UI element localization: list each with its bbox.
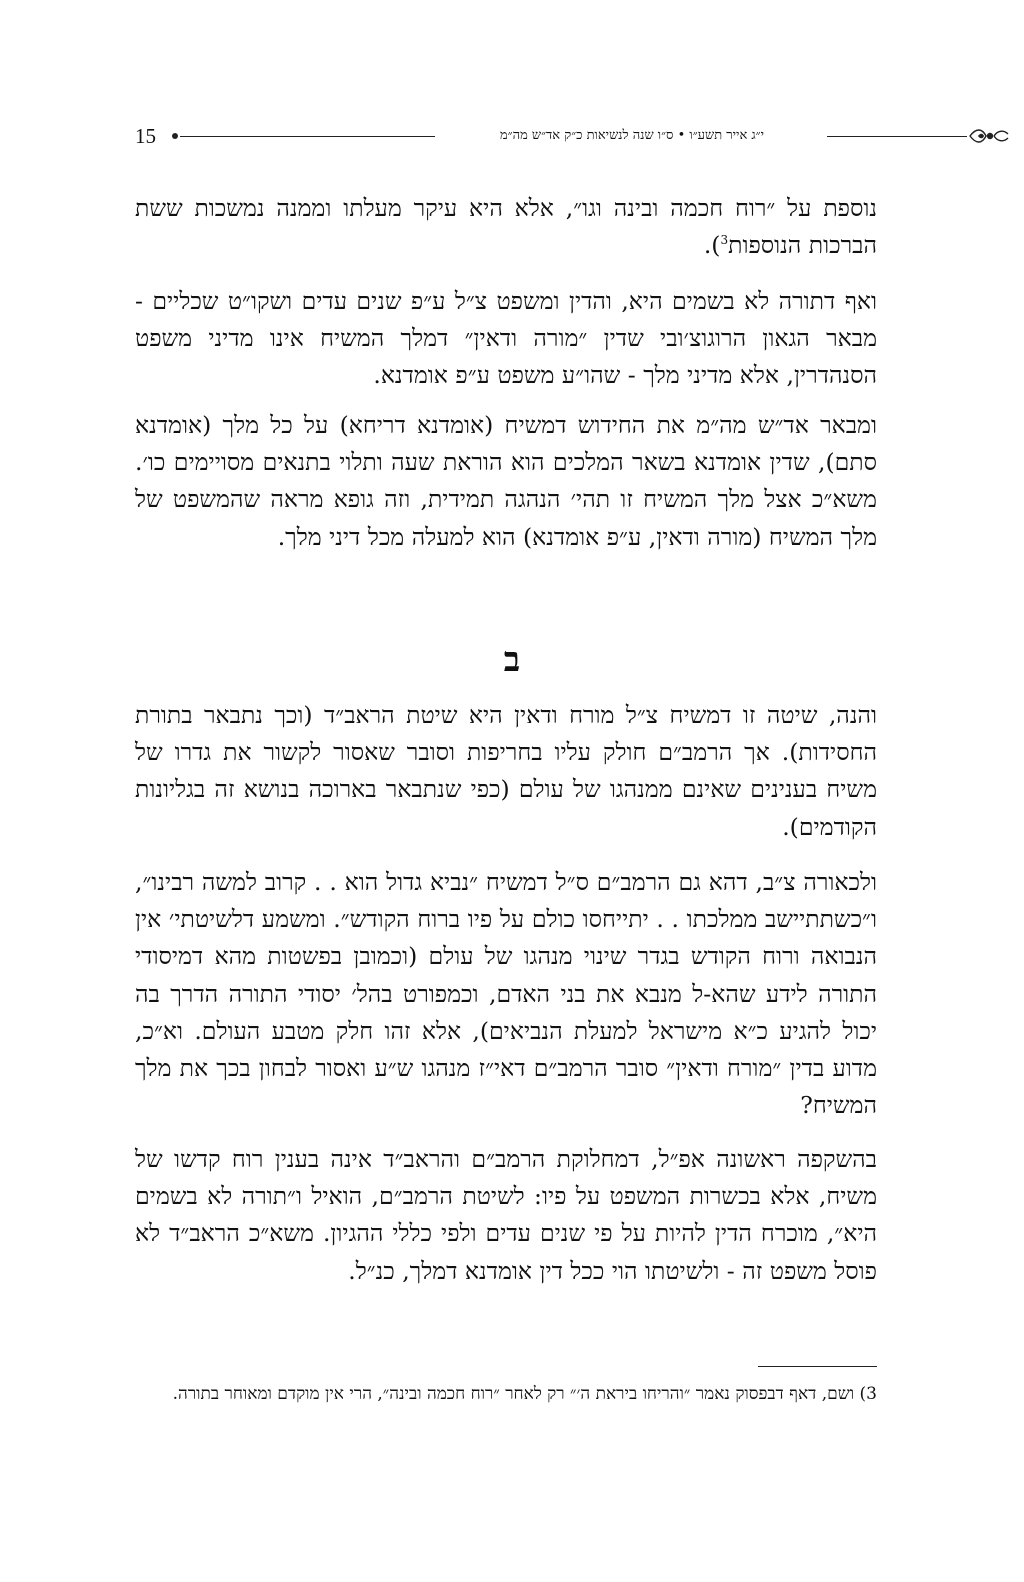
paragraph-3-text: ומבאר אד״ש מה״מ את החידוש דמשיח (אומדנא דריחא) על כל מלך (אומדנא סתם), שדין אומדנא בשאר המלכים הוא הוראת שעה ותלוי בתנאים מסויימים כו׳. משא״כ אצל מלך המשיח זו תהי׳ הנהגה תמידית, וזה גופא מראה שהמשפט של מלך המשיח (מורה ודאין, ע״פ אומדנא) הוא למעלה מכל דיני מלך. xyxy=(135,411,877,551)
paragraph-5 xyxy=(135,864,877,1124)
paragraph-2 xyxy=(135,283,877,395)
paragraph-3 xyxy=(135,407,877,556)
paragraph-1-tail: ). xyxy=(703,231,721,260)
header-rule-right xyxy=(827,136,967,137)
page-number: 15 xyxy=(135,124,156,148)
paragraph-1 xyxy=(135,190,877,264)
paragraph-1-text: נוספת על ״רוח חכמה ובינה וגו״, אלא היא עיקר מעלתו וממנה נמשכות ששת הברכות הנוספות xyxy=(135,194,877,260)
section-heading: ב xyxy=(503,640,521,680)
footnote-text: ושם, דאף דבפסוק נאמר ״והריחו ביראת ה׳״ רק לאחר ״רוח חכמה ובינה״, הרי אין מוקדם ומאוחר בתורה. xyxy=(172,1384,855,1404)
paragraph-6-text: בהשקפה ראשונה אפ״ל, דמחלוקת הרמב״ם והראב״ד אינה בענין רוח קדשו של משיח, אלא בכשרות המשפט על פיו: לשיטת הרמב״ם, הואיל ו״תורה לא בשמים היא״, מוכרח הדין להיות על פי שנים עדים ולפי כללי ההגיון. משא״כ הראב״ד לא פוסל משפט זה - ולשיטתו הוי ככל דין אומדנא דמלך, כנ״ל. xyxy=(135,1145,877,1285)
footnote-divider xyxy=(758,1366,877,1367)
fleuron-ornament-icon xyxy=(968,124,1010,148)
footnote-ref[interactable]: 3 xyxy=(720,233,729,248)
paragraph-5-text: ולכאורה צ״ב, דהא גם הרמב״ם ס״ל דמשיח ״נביא גדול הוא . . קרוב למשה רבינו״, ו״כשתתיישב ממלכתו . . יתייחסו כולם על פיו ברוח הקודש״. ומשמע דלשיטתי׳ אין הנבואה ורוח הקודש בגדר שינוי מנהגו של עולם (וכמובן בפשטות מהא דמיסודי התורה לידע שהא-ל מנבא את בני האדם, וכמפורט בהל׳ יסודי התורה הדרך בה יכול להגיע כ״א מישראל למעלת הנביאים), אלא זהו חלק מטבע העולם. וא״כ, מדוע בדין ״מורח ודאין״ סובר הרמב״ם דאי״ז מנהגו ש״ע ואסור לבחון בכך את מלך המשיח? xyxy=(135,868,877,1120)
paragraph-4-text: והנה, שיטה זו דמשיח צ״ל מורח ודאין היא שיטת הראב״ד (וכך נתבאר בתורת החסידות). אך הרמב״ם חולק עליו בחריפות וסובר שאסור לקשור את גדרו של משיח בענינים שאינם ממנהגו של עולם (כפי שנתבאר בארוכה בנושא זה בגליונות הקודמים). xyxy=(135,701,877,841)
paragraph-2-text: ואף דתורה לא בשמים היא, והדין ומשפט צ״ל ע״פ שנים עדים ושקו״ט שכליים - מבאר הגאון הרוגוצ׳ובי שדין ״מורה ודאין״ דמלך המשיח אינו מדיני משפט הסנהדרין, אלא מדיני מלך - שהו״ע משפט ע״פ אומדנא. xyxy=(135,287,877,390)
header-rule-left xyxy=(180,136,435,137)
footnote-number: 3) xyxy=(859,1384,877,1404)
paragraph-6 xyxy=(135,1141,877,1290)
running-header xyxy=(135,122,875,152)
running-title: י״ג אייר תשע״ו • ס״ו שנה לנשיאות כ״ק אד״ש מה״מ xyxy=(499,128,765,143)
footnote-3 xyxy=(135,1381,877,1408)
paragraph-4 xyxy=(135,697,877,846)
